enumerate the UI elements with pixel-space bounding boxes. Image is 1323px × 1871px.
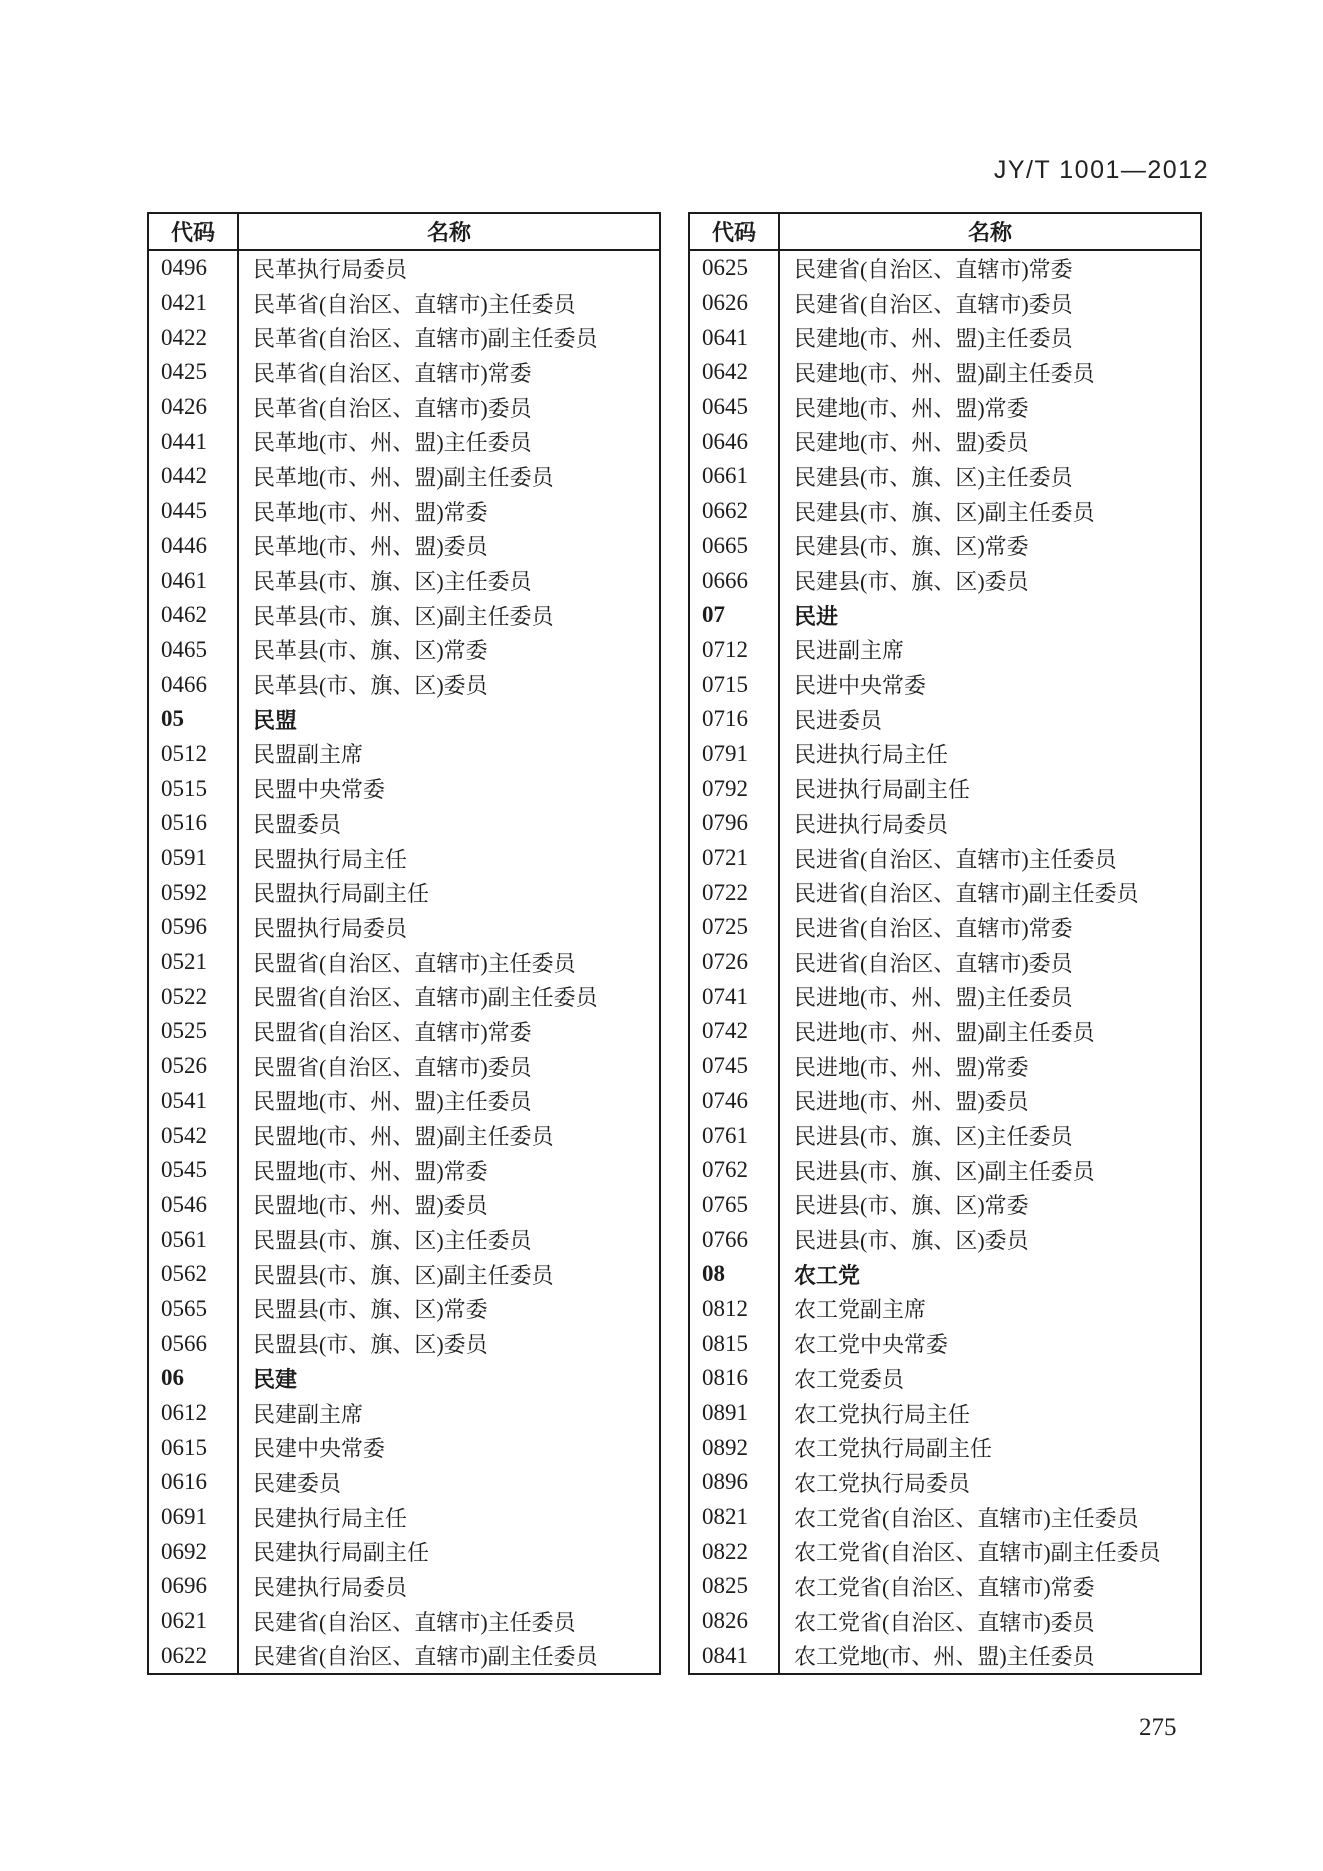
page-number: 275: [1139, 1714, 1177, 1741]
code-cell: 0841: [689, 1639, 779, 1675]
table-row: [148, 1049, 660, 1084]
name-cell: 民建省(自治区、直辖市)常委: [794, 256, 1073, 282]
code-cell: 0645: [689, 390, 779, 425]
code-cell: 0745: [689, 1049, 779, 1084]
code-cell: 0691: [148, 1500, 238, 1535]
table-row: [148, 1326, 660, 1361]
code-cell: 0592: [148, 875, 238, 910]
table-row: [689, 1222, 1201, 1257]
table-row: [689, 979, 1201, 1014]
name-cell: 农工党省(自治区、直辖市)副主任委员: [794, 1540, 1161, 1566]
name-cell: 民建地(市、州、盟)副主任委员: [794, 360, 1095, 386]
table-row: [689, 1014, 1201, 1049]
code-cell: 0615: [148, 1430, 238, 1465]
code-cell: 0825: [689, 1569, 779, 1604]
code-cell: 0761: [689, 1118, 779, 1153]
code-cell: 0821: [689, 1500, 779, 1535]
table-row: [148, 1604, 660, 1639]
code-cell: 0526: [148, 1049, 238, 1084]
code-cell: 0542: [148, 1118, 238, 1153]
table-row: [148, 841, 660, 876]
code-cell: 0616: [148, 1465, 238, 1500]
name-cell: 民盟地(市、州、盟)委员: [253, 1193, 488, 1219]
code-cell: 0622: [148, 1639, 238, 1675]
name-cell: 民进省(自治区、直辖市)副主任委员: [794, 881, 1139, 907]
code-cell: 0692: [148, 1534, 238, 1569]
name-cell: 民盟副主席: [253, 742, 364, 768]
table-row: [148, 1430, 660, 1465]
code-column-header: 代码: [148, 213, 238, 250]
code-cell: 0826: [689, 1604, 779, 1639]
table-row: [148, 598, 660, 633]
name-cell: 民进县(市、旗、区)常委: [794, 1193, 1029, 1219]
table-row: [689, 1361, 1201, 1396]
table-row: [148, 910, 660, 945]
code-cell: 0746: [689, 1084, 779, 1119]
table-row: [148, 1118, 660, 1153]
code-cell: 0591: [148, 841, 238, 876]
table-row: [689, 702, 1201, 737]
name-cell: 民进县(市、旗、区)副主任委员: [794, 1158, 1095, 1184]
table-row: [148, 1500, 660, 1535]
table-row: [689, 250, 1201, 286]
name-cell: 民建省(自治区、直辖市)副主任委员: [253, 1644, 598, 1670]
code-cell: 0791: [689, 737, 779, 772]
table-row: [689, 355, 1201, 390]
name-cell: 民进省(自治区、直辖市)常委: [794, 915, 1073, 941]
code-cell: 0596: [148, 910, 238, 945]
code-cell: 0566: [148, 1326, 238, 1361]
name-cell: 民盟县(市、旗、区)常委: [253, 1297, 488, 1323]
table-row: [689, 1153, 1201, 1188]
name-cell: 民革地(市、州、盟)主任委员: [253, 430, 532, 456]
code-cell: 0812: [689, 1292, 779, 1327]
table-row: [148, 355, 660, 390]
table-row: [148, 1084, 660, 1119]
name-cell: 民盟委员: [253, 811, 342, 837]
table-row: [689, 424, 1201, 459]
table-row: [689, 910, 1201, 945]
name-column-header: 名称: [779, 213, 1201, 250]
code-cell: 0461: [148, 563, 238, 598]
name-cell: 民革执行局委员: [253, 256, 408, 282]
table-row: [689, 286, 1201, 321]
name-cell: 民建县(市、旗、区)委员: [794, 569, 1029, 595]
code-cell: 0712: [689, 633, 779, 668]
name-cell: 农工党副主席: [794, 1297, 927, 1323]
name-cell: 民建中央常委: [253, 1436, 386, 1462]
code-cell: 0726: [689, 945, 779, 980]
name-cell: 民进地(市、州、盟)副主任委员: [794, 1019, 1095, 1045]
name-cell: 民盟省(自治区、直辖市)委员: [253, 1054, 532, 1080]
code-cell: 0646: [689, 424, 779, 459]
name-cell: 民盟县(市、旗、区)委员: [253, 1332, 488, 1358]
name-cell: 民建地(市、州、盟)主任委员: [794, 326, 1073, 352]
name-cell: 民革地(市、州、盟)常委: [253, 499, 488, 525]
code-cell: 0446: [148, 529, 238, 564]
table-row: [148, 424, 660, 459]
name-cell: 民进地(市、州、盟)常委: [794, 1054, 1029, 1080]
table-row: [689, 945, 1201, 980]
table-row: [148, 1465, 660, 1500]
name-cell: 农工党执行局委员: [794, 1470, 971, 1496]
code-table-left: [147, 212, 661, 1675]
code-cell: 0626: [689, 286, 779, 321]
table-row: [148, 250, 660, 286]
table-row: [689, 667, 1201, 702]
table-row: [689, 1465, 1201, 1500]
table-row: [689, 1534, 1201, 1569]
section-header-row: [148, 702, 660, 737]
name-cell: 民盟地(市、州、盟)常委: [253, 1158, 488, 1184]
code-cell: 0561: [148, 1222, 238, 1257]
name-cell: 民建省(自治区、直辖市)委员: [794, 291, 1073, 317]
code-cell: 0792: [689, 771, 779, 806]
code-cell: 0896: [689, 1465, 779, 1500]
name-cell: 民盟县(市、旗、区)副主任委员: [253, 1262, 554, 1288]
code-cell: 0496: [148, 250, 238, 286]
name-cell: 民建地(市、州、盟)委员: [794, 430, 1029, 456]
code-cell: 0822: [689, 1534, 779, 1569]
code-cell: 0546: [148, 1188, 238, 1223]
table-header-row: [148, 213, 660, 250]
table-row: [148, 1222, 660, 1257]
name-cell: 农工党省(自治区、直辖市)主任委员: [794, 1505, 1139, 1531]
table-row: [148, 563, 660, 598]
name-cell: 民革县(市、旗、区)主任委员: [253, 569, 532, 595]
table-row: [689, 875, 1201, 910]
code-cell: 0425: [148, 355, 238, 390]
code-cell: 06: [148, 1361, 238, 1396]
section-header-row: [148, 1361, 660, 1396]
code-cell: 0725: [689, 910, 779, 945]
code-cell: 0462: [148, 598, 238, 633]
code-cell: 0665: [689, 529, 779, 564]
table-row: [148, 494, 660, 529]
code-cell: 0715: [689, 667, 779, 702]
table-row: [148, 1257, 660, 1292]
name-cell: 民盟省(自治区、直辖市)副主任委员: [253, 985, 598, 1011]
code-cell: 0621: [148, 1604, 238, 1639]
table-row: [689, 1430, 1201, 1465]
table-row: [689, 841, 1201, 876]
name-cell: 民盟省(自治区、直辖市)常委: [253, 1019, 532, 1045]
name-cell: 民进县(市、旗、区)委员: [794, 1228, 1029, 1254]
table-row: [148, 1292, 660, 1327]
name-cell: 民进省(自治区、直辖市)委员: [794, 950, 1073, 976]
table-row: [148, 875, 660, 910]
name-cell: 民革省(自治区、直辖市)主任委员: [253, 291, 576, 317]
code-cell: 0892: [689, 1430, 779, 1465]
code-cell: 0716: [689, 702, 779, 737]
code-cell: 0722: [689, 875, 779, 910]
name-cell: 民进副主席: [794, 638, 905, 664]
code-cell: 0422: [148, 320, 238, 355]
code-cell: 0541: [148, 1084, 238, 1119]
code-cell: 0516: [148, 806, 238, 841]
name-cell: 民革地(市、州、盟)委员: [253, 534, 488, 560]
name-cell: 民进执行局副主任: [794, 777, 971, 803]
code-cell: 0512: [148, 737, 238, 772]
code-cell: 0515: [148, 771, 238, 806]
name-cell: 民盟执行局副主任: [253, 881, 430, 907]
name-cell: 民盟地(市、州、盟)副主任委员: [253, 1124, 554, 1150]
code-cell: 0522: [148, 979, 238, 1014]
name-cell: 民进省(自治区、直辖市)主任委员: [794, 846, 1117, 872]
name-cell: 农工党中央常委: [794, 1332, 949, 1358]
code-cell: 0696: [148, 1569, 238, 1604]
name-cell: 民革县(市、旗、区)常委: [253, 638, 488, 664]
code-cell: 05: [148, 702, 238, 737]
code-cell: 08: [689, 1257, 779, 1292]
code-cell: 0612: [148, 1396, 238, 1431]
code-cell: 0765: [689, 1188, 779, 1223]
name-cell: 农工党省(自治区、直辖市)委员: [794, 1609, 1095, 1635]
name-cell: 民建执行局副主任: [253, 1540, 430, 1566]
name-cell: 民建执行局委员: [253, 1574, 408, 1600]
code-cell: 0525: [148, 1014, 238, 1049]
code-cell: 0441: [148, 424, 238, 459]
code-cell: 0426: [148, 390, 238, 425]
name-cell: 民建县(市、旗、区)副主任委员: [794, 499, 1095, 525]
table-row: [689, 1084, 1201, 1119]
name-cell: 民革省(自治区、直辖市)委员: [253, 395, 532, 421]
code-cell: 0442: [148, 459, 238, 494]
code-cell: 0742: [689, 1014, 779, 1049]
code-cell: 0662: [689, 494, 779, 529]
section-header-row: [689, 598, 1201, 633]
name-cell: 民盟执行局委员: [253, 915, 408, 941]
name-cell: 民进地(市、州、盟)主任委员: [794, 985, 1073, 1011]
table-row: [148, 320, 660, 355]
section-header-row: [689, 1257, 1201, 1292]
name-cell: 农工党委员: [794, 1366, 905, 1392]
name-cell: 民盟中央常委: [253, 777, 386, 803]
code-cell: 0565: [148, 1292, 238, 1327]
table-row: [689, 1604, 1201, 1639]
code-cell: 0641: [689, 320, 779, 355]
table-row: [148, 667, 660, 702]
table-row: [689, 1396, 1201, 1431]
table-row: [689, 771, 1201, 806]
name-cell: 民盟省(自治区、直辖市)主任委员: [253, 950, 576, 976]
name-cell: 民进委员: [794, 707, 883, 733]
code-cell: 0766: [689, 1222, 779, 1257]
name-cell: 民进: [794, 603, 839, 629]
table-row: [689, 1292, 1201, 1327]
table-row: [689, 320, 1201, 355]
code-cell: 07: [689, 598, 779, 633]
code-cell: 0521: [148, 945, 238, 980]
table-row: [148, 459, 660, 494]
name-cell: 农工党执行局主任: [794, 1401, 971, 1427]
table-row: [148, 1396, 660, 1431]
table-row: [148, 737, 660, 772]
code-cell: 0625: [689, 250, 779, 286]
table-row: [148, 945, 660, 980]
name-cell: 民进地(市、州、盟)委员: [794, 1089, 1029, 1115]
name-cell: 农工党执行局副主任: [794, 1436, 993, 1462]
table-row: [689, 1500, 1201, 1535]
code-cell: 0796: [689, 806, 779, 841]
code-cell: 0466: [148, 667, 238, 702]
name-cell: 民进执行局委员: [794, 811, 949, 837]
name-cell: 民革省(自治区、直辖市)常委: [253, 360, 532, 386]
table-row: [689, 563, 1201, 598]
table-row: [689, 1049, 1201, 1084]
table-row: [689, 529, 1201, 564]
code-cell: 0465: [148, 633, 238, 668]
table-row: [689, 1118, 1201, 1153]
table-row: [689, 737, 1201, 772]
name-cell: 民建委员: [253, 1470, 342, 1496]
name-cell: 民建县(市、旗、区)主任委员: [794, 464, 1073, 490]
table-row: [689, 390, 1201, 425]
code-cell: 0762: [689, 1153, 779, 1188]
name-cell: 民建地(市、州、盟)常委: [794, 395, 1029, 421]
name-cell: 农工党地(市、州、盟)主任委员: [794, 1644, 1095, 1670]
table-row: [689, 1569, 1201, 1604]
name-cell: 民进中央常委: [794, 673, 927, 699]
name-cell: 民建省(自治区、直辖市)主任委员: [253, 1609, 576, 1635]
name-cell: 民革县(市、旗、区)副主任委员: [253, 603, 554, 629]
table-row: [148, 979, 660, 1014]
code-cell: 0815: [689, 1326, 779, 1361]
table-row: [148, 529, 660, 564]
code-cell: 0545: [148, 1153, 238, 1188]
table-row: [689, 1639, 1201, 1675]
name-cell: 民盟: [253, 707, 298, 733]
table-row: [148, 633, 660, 668]
table-row: [689, 1188, 1201, 1223]
table-row: [689, 1326, 1201, 1361]
table-row: [148, 390, 660, 425]
table-row: [689, 459, 1201, 494]
name-cell: 民进县(市、旗、区)主任委员: [794, 1124, 1073, 1150]
name-cell: 民盟地(市、州、盟)主任委员: [253, 1089, 532, 1115]
code-cell: 0562: [148, 1257, 238, 1292]
code-column-header: 代码: [689, 213, 779, 250]
name-cell: 民进执行局主任: [794, 742, 949, 768]
table-row: [689, 806, 1201, 841]
name-cell: 民革县(市、旗、区)委员: [253, 673, 488, 699]
name-cell: 民建副主席: [253, 1401, 364, 1427]
document-standard-number: JY/T 1001—2012: [993, 156, 1209, 184]
name-column-header: 名称: [238, 213, 660, 250]
table-row: [148, 1569, 660, 1604]
table-row: [148, 1534, 660, 1569]
name-cell: 民建: [253, 1366, 298, 1392]
table-row: [148, 1188, 660, 1223]
code-cell: 0445: [148, 494, 238, 529]
code-cell: 0666: [689, 563, 779, 598]
name-cell: 民盟县(市、旗、区)主任委员: [253, 1228, 532, 1254]
table-row: [148, 1014, 660, 1049]
table-row: [689, 633, 1201, 668]
code-table-right: [688, 212, 1202, 1675]
table-row: [148, 1153, 660, 1188]
name-cell: 农工党: [794, 1262, 861, 1288]
name-cell: 民革地(市、州、盟)副主任委员: [253, 464, 554, 490]
table-row: [148, 806, 660, 841]
table-row: [689, 494, 1201, 529]
code-cell: 0741: [689, 979, 779, 1014]
code-cell: 0891: [689, 1396, 779, 1431]
code-cell: 0661: [689, 459, 779, 494]
code-cell: 0642: [689, 355, 779, 390]
table-header-row: [689, 213, 1201, 250]
table-row: [148, 286, 660, 321]
code-cell: 0721: [689, 841, 779, 876]
table-row: [148, 771, 660, 806]
code-cell: 0816: [689, 1361, 779, 1396]
name-cell: 民建县(市、旗、区)常委: [794, 534, 1029, 560]
name-cell: 民建执行局主任: [253, 1505, 408, 1531]
name-cell: 民盟执行局主任: [253, 846, 408, 872]
name-cell: 民革省(自治区、直辖市)副主任委员: [253, 326, 598, 352]
table-row: [148, 1639, 660, 1675]
name-cell: 农工党省(自治区、直辖市)常委: [794, 1574, 1095, 1600]
code-cell: 0421: [148, 286, 238, 321]
